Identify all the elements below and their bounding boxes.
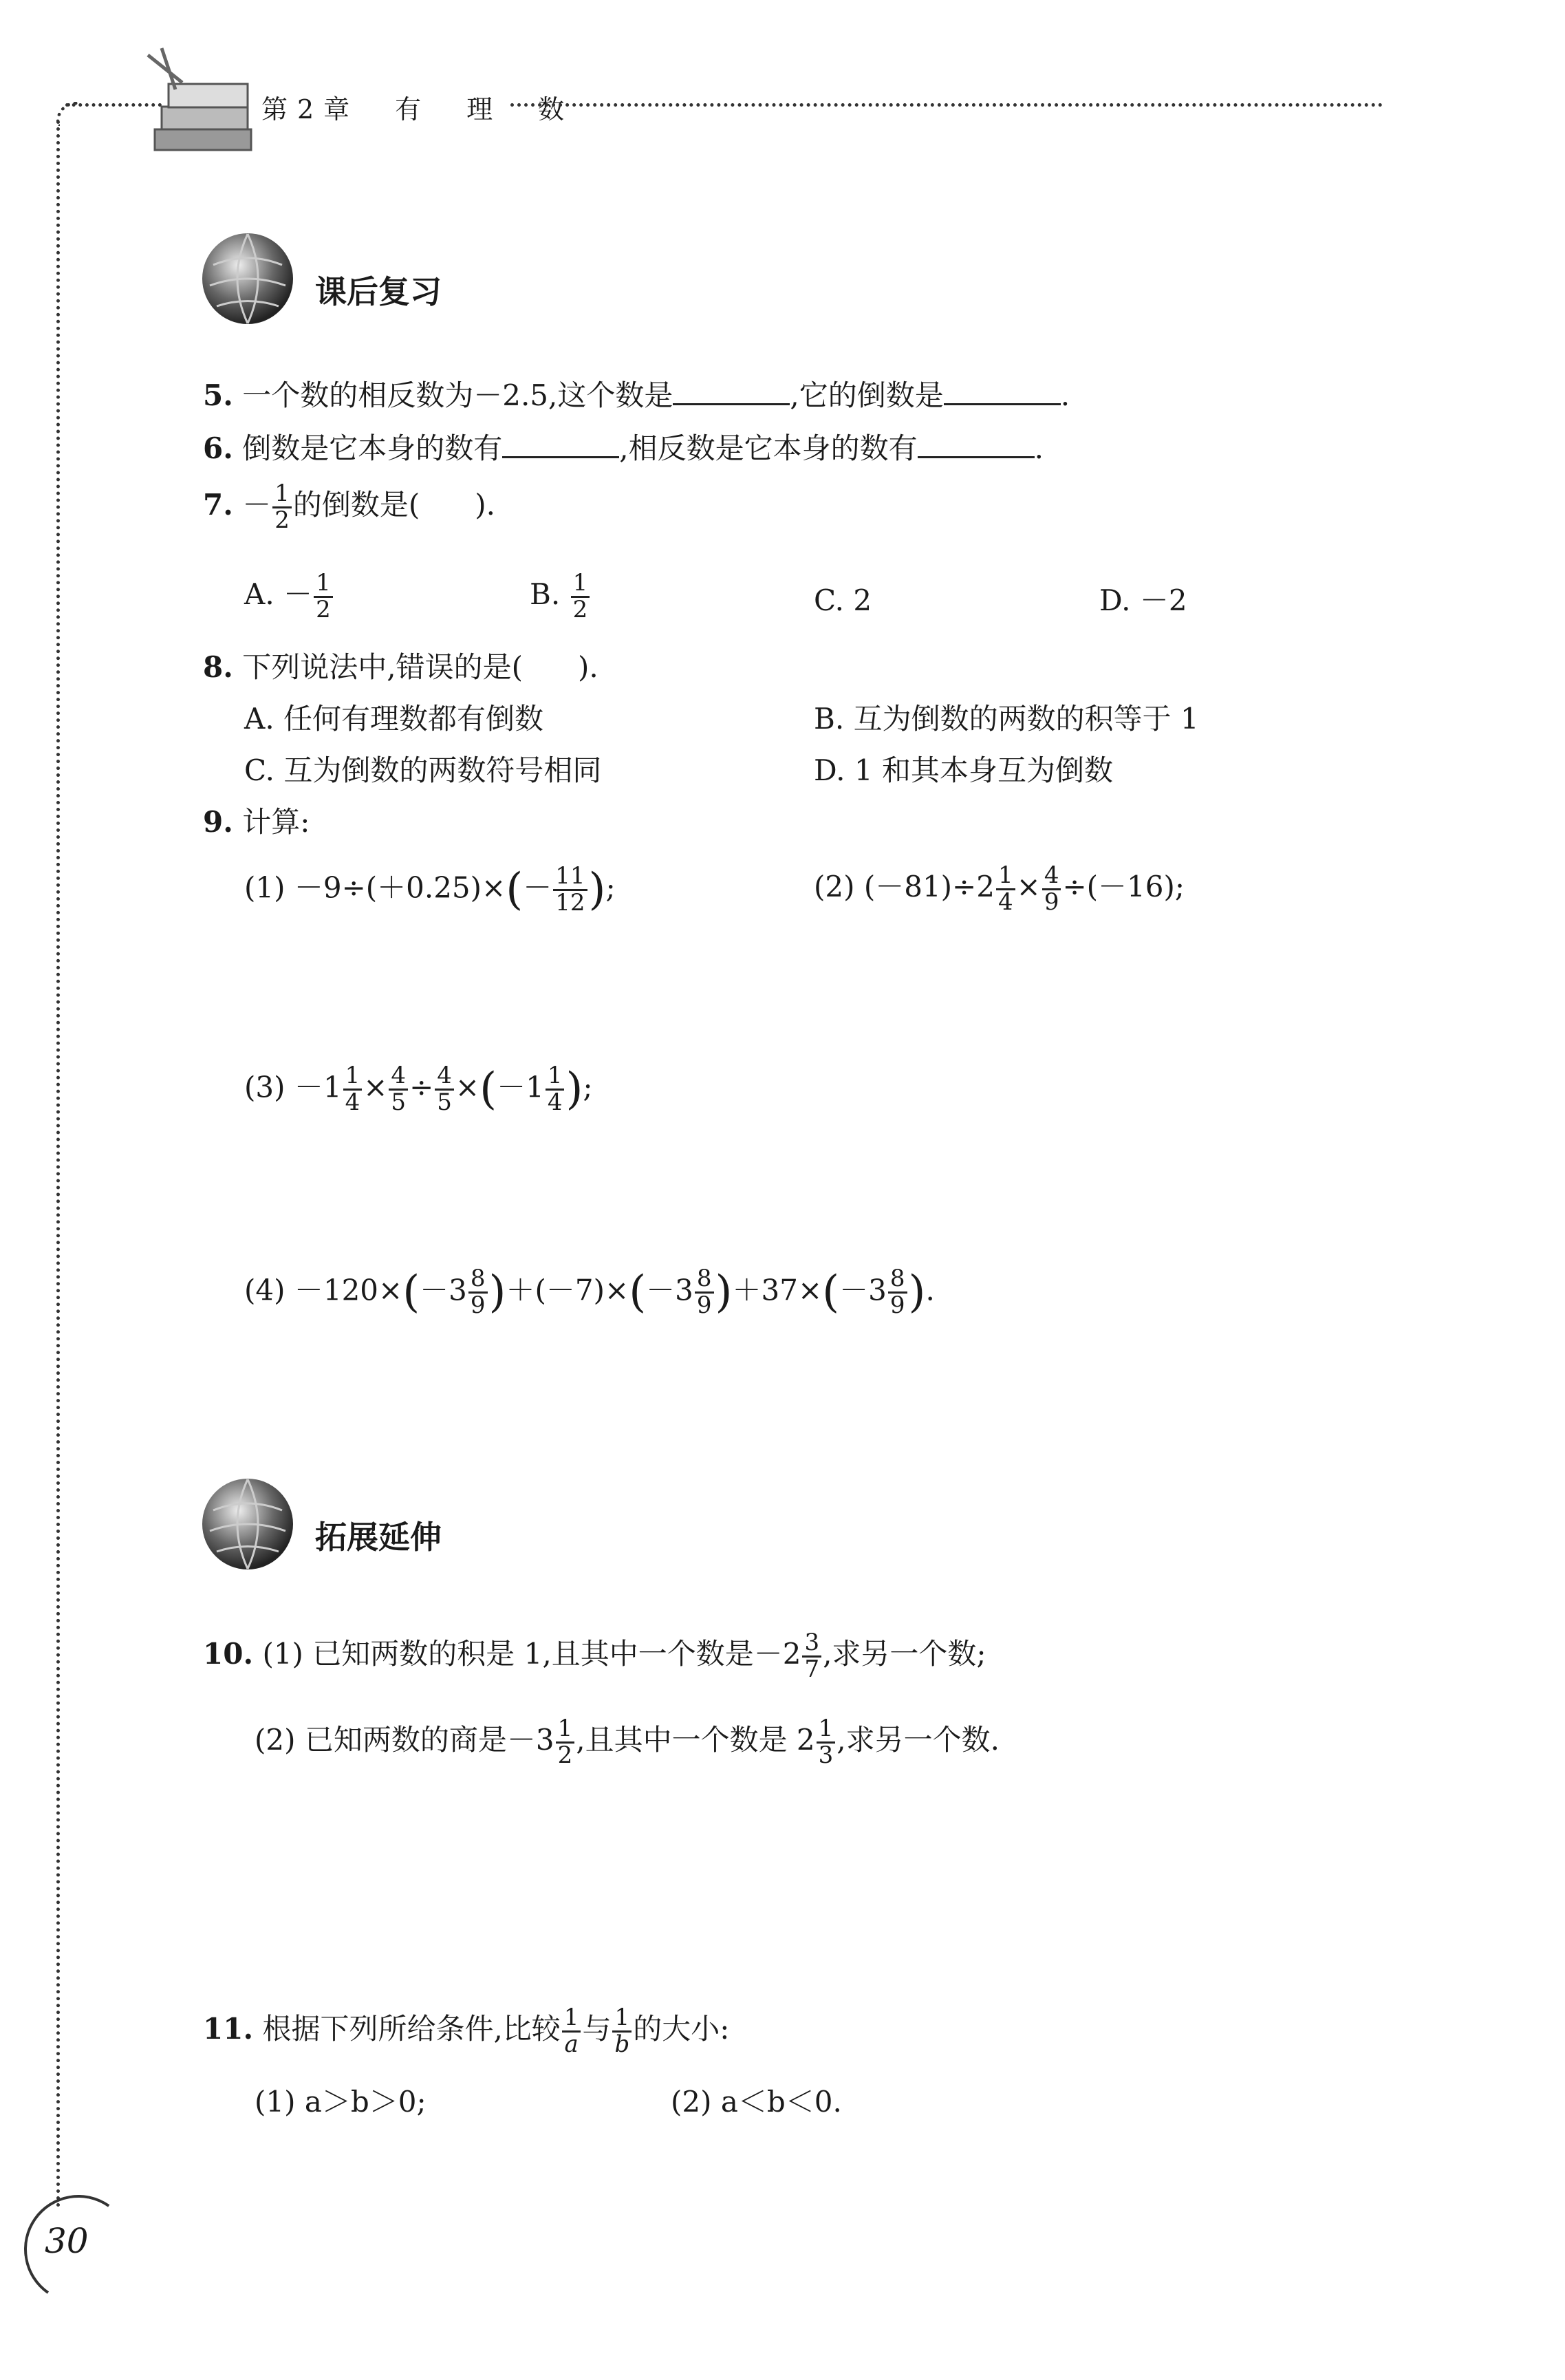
question-text: . bbox=[1034, 431, 1044, 465]
fraction-numerator: 1 bbox=[556, 1717, 575, 1744]
fraction-denominator: 9 bbox=[470, 1291, 486, 1319]
fraction bbox=[888, 1267, 907, 1318]
math-text: × bbox=[363, 1070, 388, 1104]
paren-open: ( bbox=[402, 1267, 420, 1318]
math-text: × bbox=[455, 1070, 480, 1104]
fraction-denominator: 2 bbox=[572, 595, 588, 623]
math-text: (1) －9÷(＋0.25)× bbox=[244, 870, 506, 905]
q7-option-a[interactable] bbox=[244, 571, 334, 622]
math-text: (4) －120× bbox=[244, 1273, 403, 1307]
fraction-denominator: 5 bbox=[391, 1088, 407, 1116]
fraction-numerator: 8 bbox=[888, 1267, 907, 1294]
fraction-numerator: 1 bbox=[571, 571, 590, 598]
paren-close: ) bbox=[588, 864, 606, 915]
question-text: 的大小: bbox=[633, 2012, 730, 2046]
fraction-denominator: 4 bbox=[547, 1088, 563, 1116]
fraction-denominator: 5 bbox=[437, 1088, 452, 1116]
question-text: － bbox=[242, 488, 272, 522]
option-label: A. bbox=[244, 577, 284, 612]
fraction bbox=[343, 1064, 363, 1115]
question-text: (1) 已知两数的积是 1,且其中一个数是－2 bbox=[262, 1637, 801, 1671]
option-text: － bbox=[283, 577, 313, 612]
q7-option-b[interactable] bbox=[530, 571, 591, 622]
fraction-numerator: 11 bbox=[553, 864, 587, 891]
paren-open: ( bbox=[506, 864, 524, 915]
fraction-numerator: 8 bbox=[695, 1267, 714, 1294]
math-text: ; bbox=[605, 870, 616, 905]
fraction bbox=[314, 571, 333, 622]
question-number: 8. bbox=[203, 650, 233, 684]
fraction bbox=[571, 571, 590, 622]
question-5 bbox=[203, 377, 1070, 413]
paren-close: ) bbox=[488, 1267, 506, 1318]
q9-part-3 bbox=[244, 1063, 593, 1116]
fraction-denominator: 9 bbox=[1044, 888, 1059, 916]
q7-option-d[interactable]: D. －2 bbox=[1099, 583, 1187, 617]
q8-option-d[interactable]: D. 1 和其本身互为倒数 bbox=[814, 753, 1113, 787]
math-text: ÷(－16); bbox=[1062, 870, 1185, 904]
question-7 bbox=[203, 482, 495, 533]
question-number: 7. bbox=[203, 488, 233, 522]
fraction-numerator: 4 bbox=[435, 1064, 454, 1091]
fraction bbox=[553, 864, 587, 915]
fraction bbox=[546, 1064, 565, 1115]
math-text: (2) (－81)÷2 bbox=[814, 870, 995, 904]
fraction-denominator: 4 bbox=[997, 888, 1013, 916]
fraction-numerator: 4 bbox=[1042, 864, 1061, 890]
question-text: ,求另一个数. bbox=[837, 1723, 1000, 1757]
math-text: ; bbox=[583, 1070, 593, 1104]
math-text: . bbox=[925, 1273, 935, 1307]
question-text: ). bbox=[475, 488, 496, 522]
fraction-numerator: 3 bbox=[802, 1631, 821, 1658]
question-10 bbox=[203, 1631, 986, 1682]
fraction bbox=[802, 1631, 821, 1682]
fraction-denominator: 9 bbox=[696, 1291, 712, 1319]
paren-open: ( bbox=[822, 1267, 840, 1318]
question-text: ,它的倒数是 bbox=[790, 378, 944, 412]
q8-option-b[interactable]: B. 互为倒数的两数的积等于 1 bbox=[814, 702, 1199, 736]
question-text: 计算: bbox=[242, 805, 310, 839]
fraction-denominator: 2 bbox=[557, 1741, 573, 1769]
fraction bbox=[612, 2006, 632, 2057]
answer-blank[interactable] bbox=[944, 377, 1061, 405]
paren-close: ) bbox=[715, 1267, 733, 1318]
question-8 bbox=[203, 650, 598, 685]
question-text: ). bbox=[577, 650, 598, 684]
fraction bbox=[389, 1064, 408, 1115]
fraction-denominator: a bbox=[564, 2030, 579, 2058]
side-dotted-line bbox=[56, 120, 60, 2209]
question-text: 与 bbox=[582, 2012, 612, 2046]
fraction-denominator: 4 bbox=[345, 1088, 360, 1116]
fraction-denominator: 3 bbox=[818, 1741, 834, 1769]
question-number: 6. bbox=[203, 431, 233, 465]
math-text: ＋(－7)× bbox=[506, 1273, 629, 1307]
question-text: 的倒数是( bbox=[292, 488, 420, 522]
option-label: B. bbox=[530, 577, 570, 612]
fraction bbox=[695, 1267, 714, 1318]
fraction bbox=[562, 2006, 581, 2057]
page-number: 30 bbox=[45, 2221, 89, 2261]
fraction-denominator: 7 bbox=[804, 1655, 820, 1683]
chapter-header: 第2章 有 理 数 bbox=[261, 94, 574, 125]
fraction-numerator: 1 bbox=[996, 864, 1015, 890]
question-text: ,求另一个数; bbox=[823, 1637, 986, 1671]
fraction-numerator: 1 bbox=[546, 1064, 565, 1091]
math-text: ＋37× bbox=[732, 1273, 823, 1307]
math-text: －1 bbox=[497, 1070, 544, 1104]
math-text: × bbox=[1016, 870, 1041, 904]
math-text: －3 bbox=[646, 1273, 693, 1307]
answer-blank[interactable] bbox=[918, 430, 1035, 458]
fraction bbox=[996, 861, 1015, 916]
question-text: ,相反数是它本身的数有 bbox=[619, 431, 918, 465]
math-text: ÷ bbox=[409, 1070, 434, 1104]
section-title-extend: 拓展延伸 bbox=[315, 1519, 442, 1556]
question-6 bbox=[203, 430, 1044, 466]
fraction bbox=[817, 1717, 836, 1768]
math-text: －3 bbox=[839, 1273, 887, 1307]
fraction-numerator: 4 bbox=[389, 1064, 408, 1091]
fraction-denominator: 9 bbox=[889, 1291, 905, 1319]
question-9 bbox=[203, 805, 310, 839]
fraction bbox=[1042, 861, 1061, 916]
paren-close: ) bbox=[565, 1064, 583, 1115]
fraction-numerator: 1 bbox=[562, 2006, 581, 2033]
fraction-denominator: 2 bbox=[316, 595, 331, 623]
question-number: 10. bbox=[203, 1637, 254, 1671]
question-text: . bbox=[1060, 378, 1070, 412]
globe-icon bbox=[199, 231, 296, 327]
q8-option-c[interactable]: C. 互为倒数的两数符号相同 bbox=[244, 753, 602, 787]
q11-condition-1: (1) a＞b＞0; bbox=[255, 2085, 427, 2119]
q7-option-c[interactable]: C. 2 bbox=[814, 583, 872, 617]
fraction-numerator: 1 bbox=[272, 482, 292, 508]
question-10-part-2 bbox=[255, 1717, 1000, 1768]
question-number: 9. bbox=[203, 805, 233, 839]
paren-open: ( bbox=[479, 1064, 497, 1115]
q9-part-1 bbox=[244, 864, 616, 916]
fraction-denominator: 2 bbox=[274, 506, 290, 534]
paren-open: ( bbox=[629, 1267, 647, 1318]
fraction bbox=[468, 1267, 488, 1318]
question-text: 一个数的相反数为－2.5,这个数是 bbox=[242, 378, 673, 412]
fraction bbox=[435, 1064, 454, 1115]
question-number: 5. bbox=[203, 378, 233, 412]
question-text: 倒数是它本身的数有 bbox=[242, 431, 503, 465]
question-text: ,且其中一个数是 2 bbox=[576, 1723, 815, 1757]
paren-close: ) bbox=[908, 1267, 926, 1318]
math-text: －3 bbox=[420, 1273, 467, 1307]
fraction-denominator: 12 bbox=[555, 888, 585, 916]
fraction-numerator: 1 bbox=[817, 1717, 836, 1744]
fraction bbox=[556, 1717, 575, 1768]
question-text: 下列说法中,错误的是( bbox=[242, 650, 523, 684]
fraction-numerator: 1 bbox=[314, 571, 333, 598]
fraction-numerator: 8 bbox=[468, 1267, 488, 1294]
question-text: 根据下列所给条件,比较 bbox=[262, 2012, 561, 2046]
question-11 bbox=[203, 2006, 729, 2057]
section-title-review: 课后复习 bbox=[315, 273, 442, 310]
q9-part-2 bbox=[814, 861, 1185, 916]
question-text: (2) 已知两数的商是－3 bbox=[255, 1723, 554, 1757]
q8-option-a[interactable]: A. 任何有理数都有倒数 bbox=[244, 702, 544, 736]
fraction-numerator: 1 bbox=[343, 1064, 363, 1091]
question-number: 11. bbox=[203, 2012, 254, 2046]
q9-part-4 bbox=[244, 1266, 935, 1319]
books-icon bbox=[134, 41, 258, 158]
fraction-numerator: 1 bbox=[612, 2006, 632, 2033]
fraction-denominator: b bbox=[614, 2030, 630, 2058]
q11-condition-2: (2) a＜b＜0. bbox=[671, 2085, 842, 2119]
answer-blank[interactable] bbox=[673, 377, 790, 405]
math-text: (3) －1 bbox=[244, 1070, 342, 1104]
header-dotted-line bbox=[510, 103, 1383, 107]
fraction bbox=[272, 482, 292, 533]
globe-icon bbox=[199, 1476, 296, 1572]
math-text: － bbox=[523, 870, 552, 905]
answer-blank[interactable] bbox=[502, 430, 619, 458]
